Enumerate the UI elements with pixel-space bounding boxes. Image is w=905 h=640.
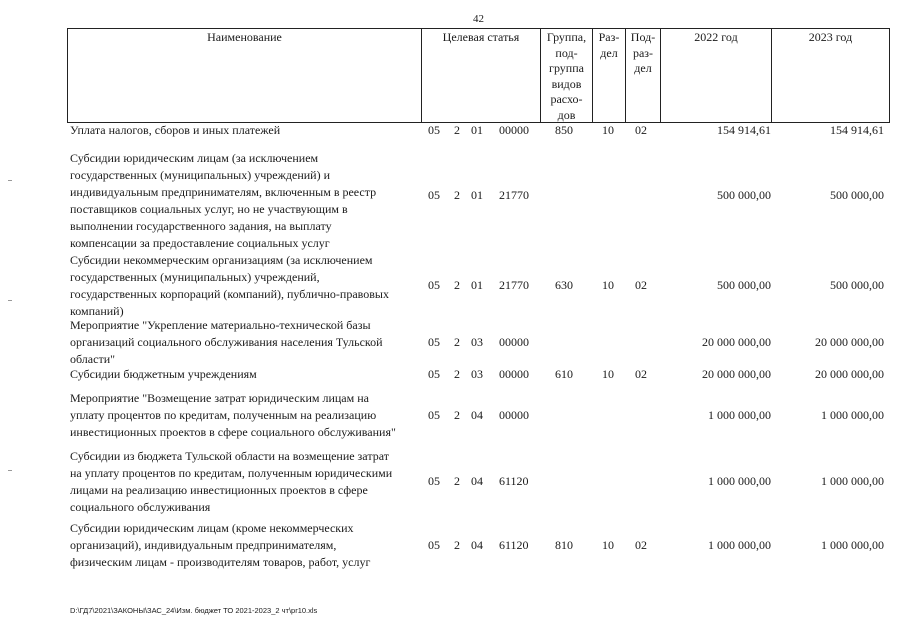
row-amount-2023: 1 000 000,00 [821, 538, 884, 552]
row-name-line: выполнении государственного задания, на выплату [70, 219, 332, 233]
row-name [70, 390, 422, 441]
file-path-footer: D:\ГД7\2021\ЗАКОНЫ\ЗАС_24\Изм. бюджет ТО 2021-2023_2 чт\pr10.xls [70, 606, 318, 615]
row-name [70, 150, 422, 252]
row-activity: 01 [471, 188, 483, 202]
row-amount-2023: 500 000,00 [830, 278, 884, 292]
row-subprogram: 2 [454, 335, 460, 349]
row-activity: 01 [471, 278, 483, 292]
header-year-2023: 2023 год [808, 30, 853, 44]
row-activity: 04 [471, 474, 483, 488]
header-year-2022: 2022 год [694, 30, 738, 44]
header-group-line: под- [555, 45, 578, 60]
row-name-line: поставщиков социальных услуг, но не участвующим в [70, 202, 348, 216]
row-direction: 21770 [499, 188, 529, 202]
row-name [70, 448, 422, 516]
row-name-line: социального обслуживания [70, 500, 211, 514]
header-expense-group [541, 30, 592, 123]
row-subsection: 02 [635, 123, 647, 137]
row-expense-group: 630 [555, 278, 573, 292]
row-amount-2022: 20 000 000,00 [702, 367, 771, 381]
row-program: 05 [428, 367, 440, 381]
row-program: 05 [428, 278, 440, 292]
header-group-line: группа [549, 61, 584, 75]
row-name [70, 252, 422, 320]
scan-mark [8, 300, 12, 301]
row-activity: 01 [471, 123, 483, 137]
row-program: 05 [428, 538, 440, 552]
row-amount-2022: 20 000 000,00 [702, 335, 771, 349]
row-name-line: государственных (муниципальных) учреждений, [70, 270, 320, 284]
header-target-article: Целевая статья [442, 30, 520, 44]
row-amount-2023: 500 000,00 [830, 188, 884, 202]
row-name-line: инвестиционных проектов в сфере социального обслуживания" [70, 425, 396, 439]
header-name: Наименование [207, 30, 282, 44]
header-group-line: Группа, [546, 30, 587, 44]
row-name-line: Субсидии бюджетным учреждениям [70, 367, 257, 381]
row-name [70, 317, 422, 368]
row-program: 05 [428, 123, 440, 137]
row-section: 10 [602, 123, 614, 137]
row-section: 10 [602, 278, 614, 292]
scan-mark [8, 180, 12, 181]
header-subsection-line: дел [634, 61, 652, 75]
row-expense-group: 810 [555, 538, 573, 552]
row-amount-2023: 20 000 000,00 [815, 335, 884, 349]
row-name-line: Мероприятие "Укрепление материально-технической базы [70, 318, 371, 332]
header-subsection-line: раз- [632, 45, 654, 60]
row-program: 05 [428, 188, 440, 202]
row-direction: 00000 [499, 367, 529, 381]
row-name-line: компаний) [70, 304, 124, 318]
row-name-line: области" [70, 352, 116, 366]
header-section [593, 30, 625, 61]
row-section: 10 [602, 367, 614, 381]
row-subprogram: 2 [454, 278, 460, 292]
row-name-line: индивидуальным предпринимателям, включенным в реестр [70, 185, 377, 199]
row-amount-2022: 1 000 000,00 [708, 408, 771, 422]
row-name-line: государственных (муниципальных) учреждений) и [70, 168, 331, 182]
row-name-line: Мероприятие "Возмещение затрат юридическим лицам на [70, 391, 369, 405]
row-section: 10 [602, 538, 614, 552]
row-amount-2022: 500 000,00 [717, 278, 771, 292]
row-amount-2023: 1 000 000,00 [821, 408, 884, 422]
row-subprogram: 2 [454, 474, 460, 488]
header-top-border [67, 28, 890, 29]
row-subprogram: 2 [454, 408, 460, 422]
row-name-line: Субсидии из бюджета Тульской области на возмещение затрат [70, 449, 389, 463]
row-subprogram: 2 [454, 538, 460, 552]
row-expense-group: 610 [555, 367, 573, 381]
header-subsection-line: Под- [630, 30, 656, 44]
row-name-line: на уплату процентов по кредитам, полученным юридическими [70, 466, 393, 480]
row-activity: 04 [471, 538, 483, 552]
row-subprogram: 2 [454, 188, 460, 202]
row-subprogram: 2 [454, 367, 460, 381]
row-subsection: 02 [635, 278, 647, 292]
header-section-line: дел [600, 45, 618, 60]
row-direction: 00000 [499, 335, 529, 349]
row-amount-2023: 154 914,61 [830, 123, 884, 137]
row-name-line: государственных корпораций (компаний), публично-правовых [70, 287, 389, 301]
row-name-line: компенсации за предоставление социальных услуг [70, 236, 330, 250]
row-direction: 61120 [499, 474, 529, 488]
row-activity: 04 [471, 408, 483, 422]
scan-mark [8, 470, 12, 471]
row-name-line: уплату процентов по кредитам, полученным на реализацию [70, 408, 377, 422]
page-number: 42 [473, 13, 484, 25]
row-expense-group: 850 [555, 123, 573, 137]
row-amount-2023: 1 000 000,00 [821, 474, 884, 488]
header-group-line: дов [557, 107, 576, 122]
row-name [70, 520, 422, 571]
row-amount-2022: 500 000,00 [717, 188, 771, 202]
row-amount-2022: 1 000 000,00 [708, 538, 771, 552]
row-name [70, 366, 422, 383]
row-name-line: Субсидии юридическим лицам (за исключением [70, 151, 319, 165]
row-direction: 00000 [499, 408, 529, 422]
row-subsection: 02 [635, 538, 647, 552]
row-amount-2022: 1 000 000,00 [708, 474, 771, 488]
row-direction: 00000 [499, 123, 529, 137]
header-group-line: видов [551, 76, 582, 91]
header-subsection [626, 30, 660, 77]
row-program: 05 [428, 335, 440, 349]
row-activity: 03 [471, 335, 483, 349]
row-activity: 03 [471, 367, 483, 381]
row-direction: 21770 [499, 278, 529, 292]
row-name-line: лицами на реализацию инвестиционных проектов в сфере [70, 483, 368, 497]
row-subsection: 02 [635, 367, 647, 381]
row-name [70, 122, 422, 139]
row-subprogram: 2 [454, 123, 460, 137]
header-group-line: расхо- [550, 92, 583, 106]
row-amount-2022: 154 914,61 [717, 123, 771, 137]
row-program: 05 [428, 474, 440, 488]
row-name-line: физическим лицам - производителям товаров, работ, услуг [70, 555, 371, 569]
row-name-line: Уплата налогов, сборов и иных платежей [70, 123, 281, 137]
row-amount-2023: 20 000 000,00 [815, 367, 884, 381]
header-divider [889, 28, 890, 123]
row-direction: 61120 [499, 538, 529, 552]
row-name-line: организаций), индивидуальным предпринимателям, [70, 538, 337, 552]
row-name-line: Субсидии юридическим лицам (кроме некоммерческих [70, 521, 354, 535]
row-name-line: Субсидии некоммерческим организациям (за исключением [70, 253, 373, 267]
row-name-line: организаций социального обслуживания населения Тульской [70, 335, 383, 349]
row-program: 05 [428, 408, 440, 422]
header-section-line: Раз- [598, 30, 620, 44]
